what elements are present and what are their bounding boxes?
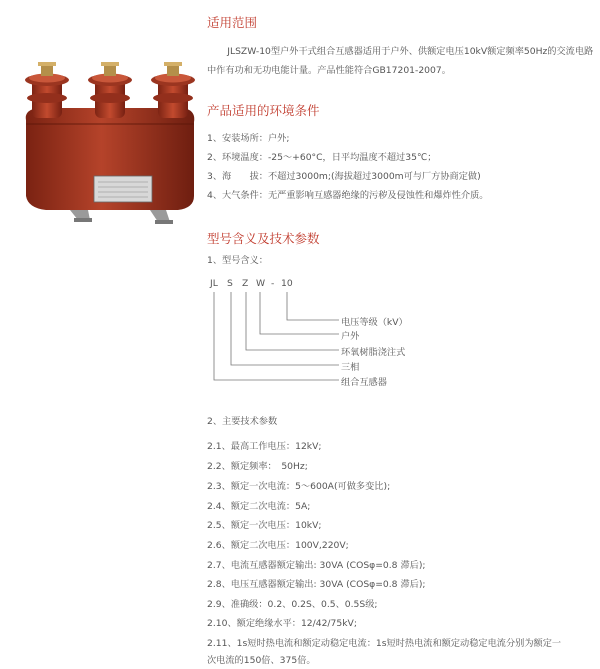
param-item: 2.7、电流互感器额定输出: 30VA (COSφ=0.8 滞后);: [207, 560, 426, 571]
param-item: 2.1、最高工作电压：12kV;: [207, 441, 322, 452]
section-title-model: 型号含义及技术参数: [207, 231, 320, 246]
param-item: 2.3、额定一次电流：5～600A(可做多变比);: [207, 481, 391, 492]
model-code-diagram: [207, 270, 467, 390]
scope-description: JLSZW-10型户外干式组合互感器适用于户外、供额定电压10kV额定频率50Hz的交流电路中作有功和无功电能计量。产品性能符合GB17201-2007。: [207, 46, 594, 76]
code-jl: JL: [210, 278, 218, 289]
param-item: 2.10、额定绝缘水平：12/42/75kV;: [207, 618, 357, 629]
env-item: 3、海 拔：不超过3000m;(海拔超过3000m可与厂方协商定做): [207, 171, 481, 182]
meaning-combined: 组合互感器: [341, 377, 387, 388]
section-title-environment: 产品适用的环境条件: [207, 103, 320, 118]
code-s: S: [227, 278, 233, 289]
meaning-three-phase: 三相: [341, 362, 360, 373]
code-10: 10: [281, 278, 293, 289]
meaning-voltage-level: 电压等级（kV）: [341, 317, 408, 328]
env-item: 1、安装场所：户外;: [207, 133, 290, 144]
meaning-epoxy: 环氧树脂浇注式: [341, 347, 406, 358]
env-item: 2、环境温度：-25～+60°C，日平均温度不超过35℃；: [207, 152, 437, 163]
code-dash: -: [271, 278, 275, 289]
param-item: 2.6、额定二次电压：100V,220V;: [207, 540, 349, 551]
section-title-scope: 适用范围: [207, 15, 258, 30]
param-item: 2.9、准确级：0.2、0.2S、0.5、0.5S级;: [207, 599, 378, 610]
param-item: 2.2、额定频率： 50Hz;: [207, 461, 308, 472]
param-item: 次电流的150倍、375倍。: [207, 655, 316, 666]
param-item: 2.4、额定二次电流：5A;: [207, 501, 311, 512]
code-w: W: [256, 278, 266, 289]
param-item: 2.5、额定一次电压：10kV;: [207, 520, 322, 531]
params-title: 2、主要技术参数: [207, 416, 278, 427]
model-subtitle: 1、型号含义：: [207, 255, 268, 266]
code-z: Z: [242, 278, 249, 289]
connector-lines: [207, 270, 467, 390]
product-image: [18, 58, 203, 228]
param-item: 2.8、电压互感器额定输出: 30VA (COSφ=0.8 滞后);: [207, 579, 426, 590]
param-item: 2.11、1s短时热电流和额定动稳定电流：1s短时热电流和额定动稳定电流分别为额定一: [207, 638, 562, 649]
env-item: 4、大气条件：无严重影响互感器绝缘的污秽及侵蚀性和爆炸性介质。: [207, 190, 489, 201]
meaning-outdoor: 户外: [341, 331, 360, 342]
